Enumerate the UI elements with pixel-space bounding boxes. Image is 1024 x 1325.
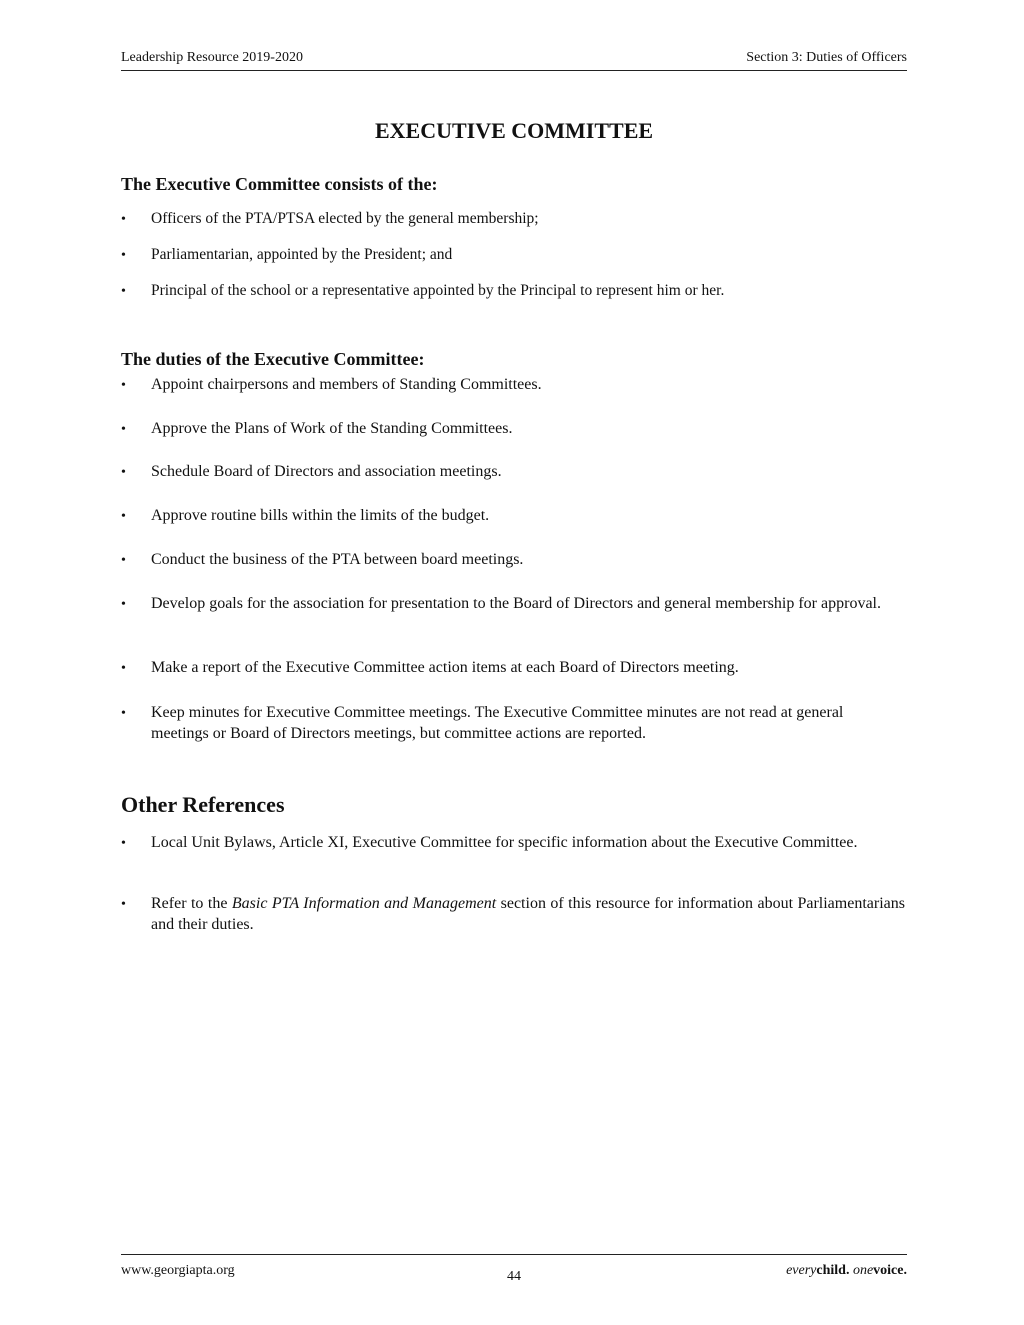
list-item-text: Local Unit Bylaws, Article XI, Executive Committee for specific information about the Executive Committee. [151, 834, 858, 851]
bullet-icon [121, 593, 137, 615]
list-item-text: Conduct the business of the PTA between board meetings. [151, 551, 524, 568]
list-item [121, 505, 905, 526]
reference-text-after: section of this resource for information about Parliamentarians and their duties. [151, 895, 905, 933]
consists-heading: The Executive Committee consists of the: [121, 174, 438, 194]
tagline-child: child. [816, 1263, 850, 1278]
bullet-icon [121, 418, 137, 440]
list-item [121, 418, 905, 439]
list-item [121, 208, 905, 229]
bullet-icon [121, 832, 137, 854]
page-header [121, 50, 907, 71]
list-item-text [151, 893, 905, 935]
bullet-icon [121, 208, 137, 230]
header-left-text: Leadership Resource 2019-2020 [121, 50, 303, 65]
list-item-text: Appoint chairpersons and members of Standing Committees. [151, 376, 542, 393]
tagline-every: every [786, 1263, 817, 1278]
list-item-text: Approve routine bills within the limits of the budget. [151, 507, 490, 524]
list-item [121, 461, 905, 482]
tagline-voice: voice. [873, 1263, 907, 1278]
list-item [121, 549, 905, 570]
list-item [121, 593, 905, 614]
header-right-text: Section 3: Duties of Officers [746, 50, 907, 65]
footer-website: www.georgiapta.org [121, 1263, 235, 1278]
bullet-icon [121, 280, 137, 302]
list-item-text: Officers of the PTA/PTSA elected by the general membership; [151, 210, 539, 227]
list-item-text: Schedule Board of Directors and association meetings. [151, 463, 502, 480]
bullet-icon [121, 374, 137, 396]
list-item-text: Make a report of the Executive Committee action items at each Board of Directors meeting. [151, 659, 739, 676]
list-item [121, 280, 905, 301]
list-item-text: Keep minutes for Executive Committee meetings. The Executive Committee minutes are not read at general meetings or Board of Directors meetings, but committee actions are reported. [151, 704, 844, 742]
page-title: EXECUTIVE COMMITTEE [374, 118, 654, 143]
list-item [121, 374, 905, 395]
tagline-one: one [852, 1263, 874, 1278]
bullet-icon [121, 702, 137, 724]
page-footer [121, 1254, 907, 1285]
page-number: 44 [507, 1269, 521, 1284]
list-item-text: Approve the Plans of Work of the Standing Committees. [151, 420, 513, 437]
reference-text-before: Refer to the [151, 895, 232, 912]
list-item [121, 702, 905, 744]
list-item-text: Parliamentarian, appointed by the President; and [151, 246, 453, 263]
reference-section-title: Basic PTA Information and Management [231, 895, 497, 912]
list-item [121, 244, 905, 265]
bullet-icon [121, 461, 137, 483]
list-item [121, 832, 905, 853]
footer-tagline [786, 1263, 907, 1279]
bullet-icon [121, 893, 137, 915]
duties-heading: The duties of the Executive Committee: [121, 349, 425, 369]
bullet-icon [121, 505, 137, 527]
bullet-icon [121, 549, 137, 571]
bullet-icon [121, 244, 137, 266]
bullet-icon [121, 657, 137, 679]
list-item [121, 893, 905, 935]
other-references-heading: Other References [121, 792, 285, 817]
list-item-text: Principal of the school or a representative appointed by the Principal to represent him or her. [151, 282, 725, 299]
list-item [121, 657, 905, 678]
list-item-text: Develop goals for the association for presentation to the Board of Directors and general membership for approval. [151, 595, 881, 612]
